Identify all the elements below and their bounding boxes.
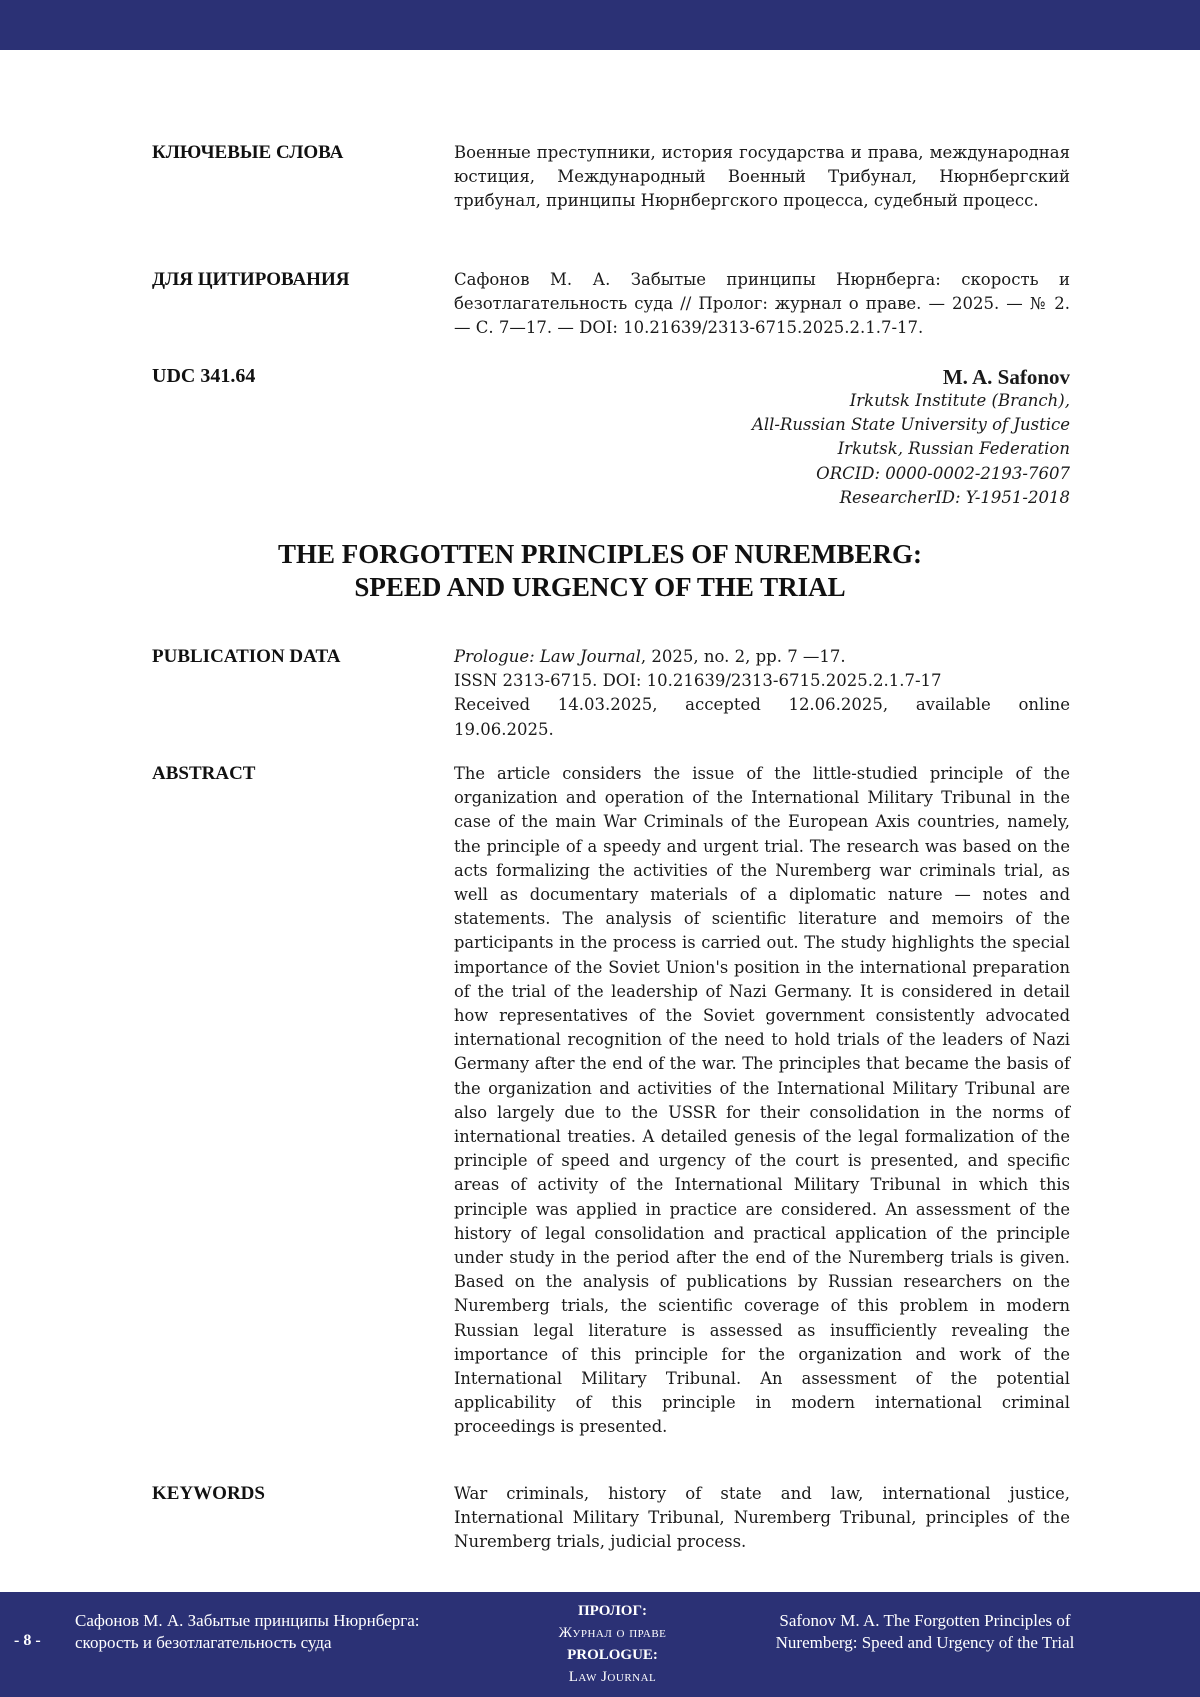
author-affiliation-1: Irkutsk Institute (Branch),: [849, 391, 1070, 410]
footer-left-line-1: Сафонов М. А. Забытые принципы Нюрнберга:: [75, 1611, 420, 1630]
citation-ru-section: [152, 268, 1070, 348]
author-block: [752, 365, 1070, 510]
abstract-text: The article considers the issue of the little-studied principle of the organization and operation of the International Military Tribunal in the case of the main War Criminals of the European Axis countries, namely, the principle of a speedy and urgent trial. The research was based on the acts formalizing the activities of the Nuremberg war criminals trial, as well as documentary materials of a diplomatic nature — notes and statements. The analysis of scientific literature and memoirs of the participants in the process is carried out. The study highlights the special importance of the Soviet Union's position in the international preparation of the trial of the leadership of Nazi Germany. It is considered in detail how representatives of the Soviet government consistently advocated international recognition of the need to hold trials of the leaders of Nazi Germany after the end of the war. The principles that became the basis of the organization and activities of the International Military Tribunal are also largely due to the USSR for their consolidation in the norms of international treaties. A detailed genesis of the legal formalization of the principle of speed and urgency of the court is presented, and specific areas of activity of the International Military Tribunal in which this principle was applied in practice are considered. An assessment of the history of legal consolidation and practical application of the principle under study in the period after the end of the Nuremberg trials is given. Based on the analysis of publications by Russian researchers on the Nuremberg trials, the scientific coverage of this problem in modern Russian legal literature is assessed as insufficiently revealing the importance of this principle for the organization and work of the International Military Tribunal. An assessment of the potential applicability of this principle in modern international criminal proceedings is presented.: [454, 764, 1070, 1437]
issn-doi: ISSN 2313-6715. DOI: 10.21639/2313-6715.2025.2.1.7-17: [454, 671, 942, 691]
author-name: M. A. Safonov: [942, 365, 1070, 389]
title-line-1: THE FORGOTTEN PRINCIPLES OF NUREMBERG:: [277, 539, 923, 569]
journal-subtitle-ru: Журнал о праве: [558, 1625, 667, 1641]
keywords-en-text: War criminals, history of state and law, international justice, International Military Tribunal, Nuremberg Tribunal, principles of the Nuremberg trials, judicial process.: [454, 1484, 1070, 1552]
footer-right-line-1: Safonov M. A. The Forgotten Principles of: [779, 1611, 1071, 1630]
footer-left-line-2: скорость и безотлагательность суда: [75, 1633, 332, 1652]
citation-ru-label: ДЛЯ ЦИТИРОВАНИЯ: [152, 269, 350, 290]
keywords-en-label: KEYWORDS: [152, 1483, 265, 1504]
publication-data-label: PUBLICATION DATA: [152, 646, 341, 667]
abstract-label: ABSTRACT: [152, 763, 256, 784]
keywords-ru-section: [152, 141, 1070, 241]
citation-ru-text: Сафонов М. А. Забытые принципы Нюрнберга: скорость и безотлагательность суда // Пролог: журнал о праве. — 2025. — № 2. — С. 7—17. — DOI: 10.21639/2313-6715.2025.2.1.7-17.: [454, 270, 1070, 338]
publication-data-text: [454, 645, 1070, 742]
journal-issue: , 2025, no. 2, pp. 7 —17.: [640, 647, 846, 666]
page-number: - 8 -: [14, 1632, 41, 1649]
udc-code: UDC 341.64: [152, 365, 256, 387]
keywords-en-section: [152, 1482, 1070, 1562]
keywords-ru-text: Военные преступники, история государства и права, международная юстиция, Международный Военный Трибунал, Нюрнбергский трибунал, принципы Нюрнбергского процесса, судебный процесс.: [454, 143, 1070, 211]
author-researcher-id: ResearcherID: Y-1951-2018: [839, 487, 1070, 507]
author-location: Irkutsk, Russian Federation: [837, 439, 1070, 459]
footer-citation-en: [725, 1610, 1125, 1654]
footer-band: [0, 1592, 1200, 1697]
footer-right-line-2: Nuremberg: Speed and Urgency of the Trial: [775, 1633, 1075, 1652]
publication-data-section: [152, 645, 1070, 745]
journal-name: Prologue: Law Journal: [454, 647, 641, 666]
keywords-ru-label: КЛЮЧЕВЫЕ СЛОВА: [152, 142, 344, 163]
journal-logo-text: [500, 1600, 725, 1688]
footer-citation-ru: [75, 1610, 475, 1654]
online-date: 19.06.2025.: [454, 719, 554, 739]
title-line-2: SPEED AND URGENCY OF THE TRIAL: [354, 572, 846, 602]
header-band: [0, 0, 1200, 50]
author-orcid: ORCID: 0000-0002-2193-7607: [816, 463, 1070, 483]
publication-journal-line: [454, 645, 1070, 669]
abstract-section: [152, 762, 1070, 1462]
received-dates: Received 14.03.2025, accepted 12.06.2025, available online: [454, 695, 1070, 715]
journal-name-ru: ПРОЛОГ:: [577, 1603, 648, 1619]
journal-subtitle-en: Law Journal: [568, 1669, 657, 1685]
author-affiliation-2: All-Russian State University of Justice: [751, 415, 1070, 435]
journal-name-en: PROLOGUE:: [567, 1647, 658, 1663]
article-title: [0, 538, 1200, 604]
